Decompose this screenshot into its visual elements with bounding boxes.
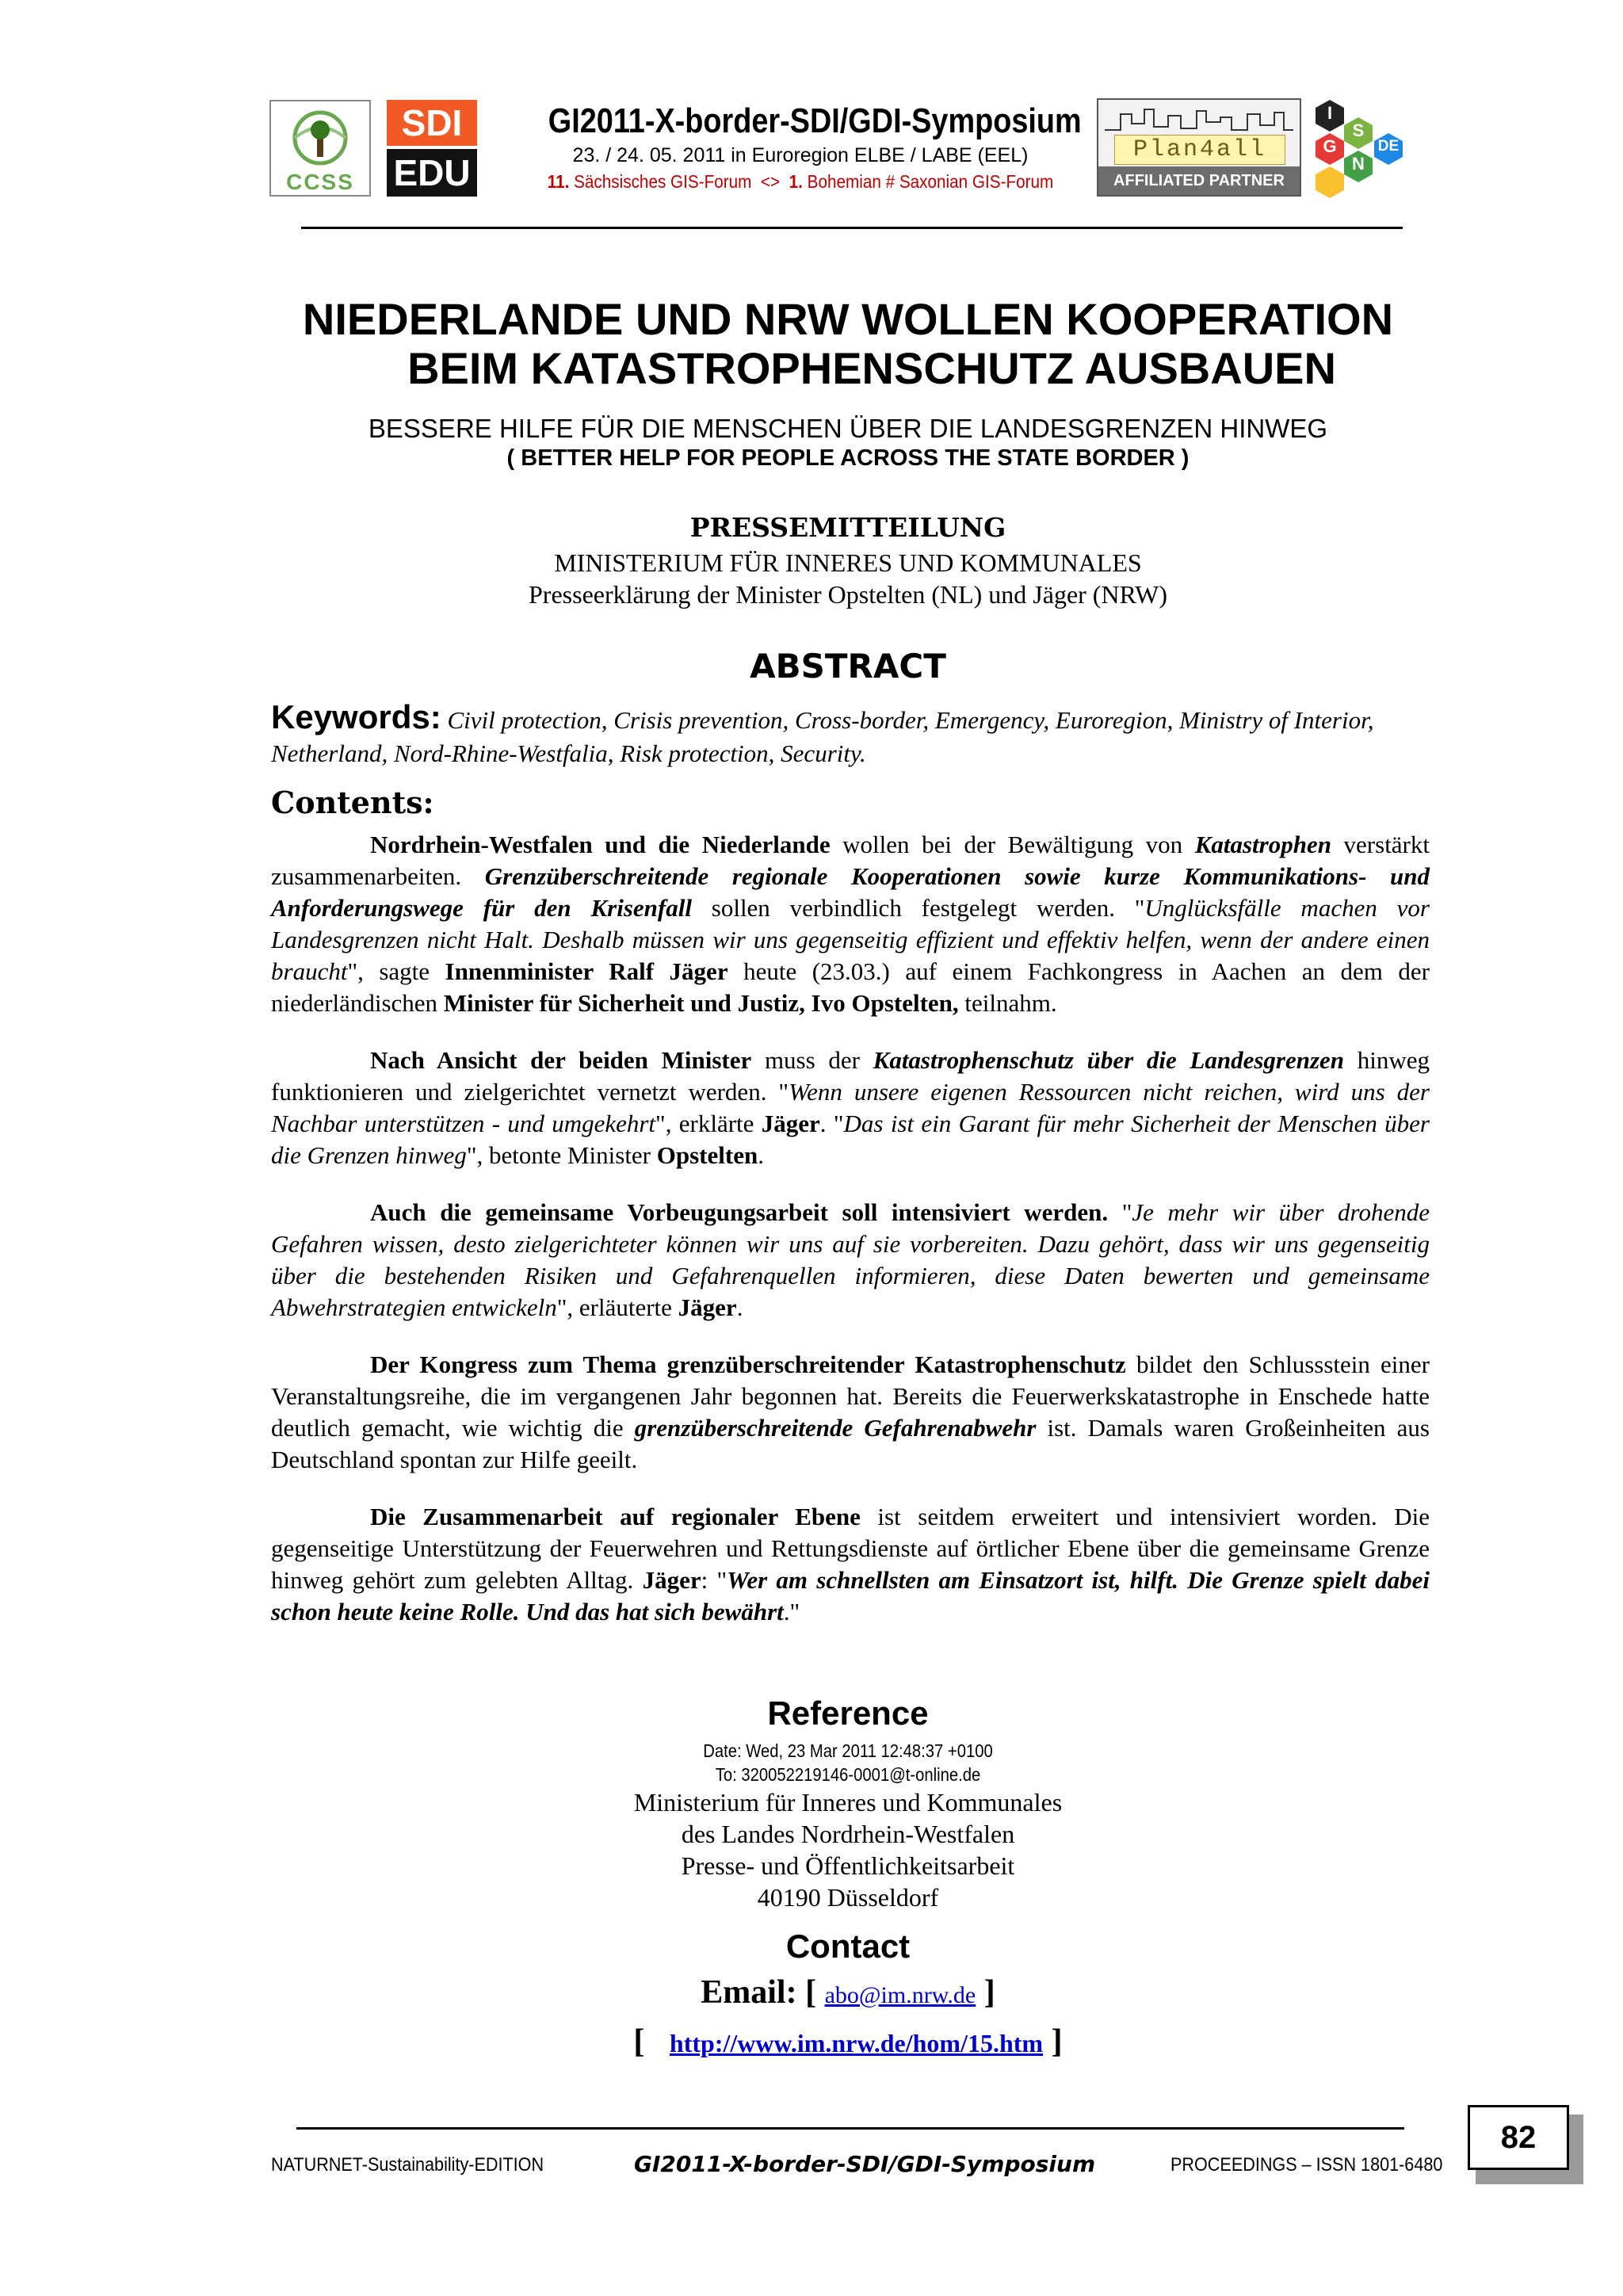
abstract-heading: ABSTRACT xyxy=(750,647,946,686)
keywords-block xyxy=(271,698,1430,770)
p1-a: Nordrhein-Westfalen und die Niederlande xyxy=(370,831,831,858)
p3-a: Auch die gemeinsame Vorbeugungsarbeit soll intensiviert werden. xyxy=(370,1198,1109,1226)
p3-d: ", erläuterte xyxy=(556,1293,678,1321)
ignde-logo xyxy=(1306,98,1417,201)
paragraph-5 xyxy=(271,1501,1430,1628)
website-link[interactable]: http://www.im.nrw.de/hom/15.htm xyxy=(669,2029,1044,2057)
ignde-s: S xyxy=(1352,120,1365,140)
plan4all-word: Plan4all xyxy=(1114,135,1285,165)
ignde-n: N xyxy=(1352,154,1365,174)
reference-line-2: des Landes Nordrhein-Westfalen xyxy=(681,1820,1015,1848)
p2-d: hinweg funktionieren und zielgerichtet vernetzt werden. " xyxy=(271,1046,1430,1106)
p1-j: heute (23.03.) auf einem Fachkongress in Aachen an dem der niederländischen xyxy=(271,957,1430,1017)
title-line-1: NIEDERLANDE UND NRW WOLLEN KOOPERATION xyxy=(302,294,1394,344)
ministry-name: MINISTERIUM FÜR INNERES UND KOMMUNALES xyxy=(554,548,1142,577)
p1-h: ", sagte xyxy=(347,957,445,985)
keywords-label: Keywords: xyxy=(271,698,441,735)
forum-b: Bohemian # Saxonian GIS-Forum xyxy=(807,171,1054,192)
forum-a-number: 11. xyxy=(547,171,570,192)
p2-b: muss der xyxy=(751,1046,873,1074)
forum-a: Sächsisches GIS-Forum xyxy=(574,171,752,192)
p5-c: Jäger xyxy=(642,1566,701,1594)
subtitle: BESSERE HILFE FÜR DIE MENSCHEN ÜBER DIE LANDESGRENZEN HINWEG xyxy=(368,414,1328,443)
ignde-de: DE xyxy=(1377,138,1400,155)
p2-i: Das ist ein Garant für mehr Sicherheit der Menschen über die Grenzen hinweg xyxy=(271,1110,1430,1169)
title-line-2: BEIM KATASTROPHENSCHUTZ AUSBAUEN xyxy=(407,343,1336,393)
p2-c: Katastrophenschutz über die Landesgrenzen xyxy=(873,1046,1345,1074)
reference-to: To: 320052219146-0001@t-online.de xyxy=(715,1764,981,1785)
reference-line-4: 40190 Düsseldorf xyxy=(757,1883,939,1912)
p3-e: Jäger xyxy=(678,1293,737,1321)
p5-b: ist seitdem erweitert und intensiviert worden. Die gegenseitige Unterstützung der Feuerwehren und Rettungsdienste auf örtlicher Ebene über die gemeinsame Grenze hinweg gehört zum gelebten Alltag. xyxy=(271,1503,1430,1594)
skyline-icon xyxy=(1105,106,1293,133)
email-label: Email: [ xyxy=(701,1974,817,2011)
article-body xyxy=(271,829,1430,1653)
forum-b-number: 1. xyxy=(789,171,803,192)
p4-d: ist. Damals waren Großeinheiten aus Deutschland spontan zur Hilfe geeilt. xyxy=(271,1414,1430,1473)
paragraph-1 xyxy=(271,829,1430,1019)
footer-edition: NATURNET-Sustainability-EDITION xyxy=(271,2154,544,2176)
header-title: GI2011-X-border-SDI/GDI-Symposium xyxy=(548,101,1082,140)
header-rule xyxy=(301,227,1403,229)
sdi-edu-logo xyxy=(387,100,477,197)
p5-a: Die Zusammenarbeit auf regionaler Ebene xyxy=(370,1503,861,1530)
ccss-logo xyxy=(269,100,371,197)
p3-c: Je mehr wir über drohende Gefahren wissen, desto zielgerichteter können wir uns auf sie vorbereiten. Dazu gehört, dass wir uns gegenseitig über die bestehenden Risiken und Gefahrenquellen informieren, diese Daten bewerten und gemeinsame Abwehrstrategien entwickeln xyxy=(271,1198,1430,1321)
web-line xyxy=(190,2023,1506,2061)
p1-i: Innenminister Ralf Jäger xyxy=(445,957,728,985)
p1-g: Unglücksfälle machen vor Landesgrenzen nicht Halt. Deshalb müssen wir uns gegenseitig effizient und effektiv helfen, wenn der andere einen braucht xyxy=(271,894,1430,985)
p2-g: Jäger xyxy=(761,1110,820,1137)
web-close-bracket: ] xyxy=(1051,2023,1063,2060)
p5-f: ." xyxy=(783,1598,800,1626)
keywords-text: Civil protection, Crisis prevention, Cross-border, Emergency, Euroregion, Ministry of Interior, Netherland, Nord-Rhine-Westfalia, Risk protection, Security. xyxy=(271,706,1374,767)
sdi-label: SDI xyxy=(387,100,477,146)
p5-d: : " xyxy=(701,1566,727,1594)
footer-symposium: GI2011-X-border-SDI/GDI-Symposium xyxy=(634,2151,1096,2177)
p2-j: ", betonte Minister xyxy=(466,1141,657,1169)
header-forum xyxy=(508,171,1093,193)
email-line xyxy=(190,1973,1506,2011)
p2-e: Wenn unsere eigenen Ressourcen nicht reichen, wird uns der Nachbar unterstützen - und umgekehrt xyxy=(271,1078,1430,1137)
press-heading: PRESSEMITTEILUNG xyxy=(689,512,1006,543)
p4-c: grenzüberschreitende Gefahrenabwehr xyxy=(634,1414,1037,1442)
plan4all-logo xyxy=(1097,98,1301,197)
paragraph-2 xyxy=(271,1045,1430,1171)
p3-f: . xyxy=(736,1293,743,1321)
p1-b: wollen bei der Bewältigung von xyxy=(830,831,1195,858)
p4-a: Der Kongress zum Thema grenzüberschreitender Katastrophenschutz xyxy=(370,1350,1126,1378)
p1-f: sollen verbindlich festgelegt werden. " xyxy=(691,894,1145,922)
reference-line-3: Presse- und Öffentlichkeitsarbeit xyxy=(681,1851,1015,1880)
contents-heading: Contents: xyxy=(271,785,434,820)
web-open-bracket: [ xyxy=(633,2023,645,2060)
p3-b: " xyxy=(1108,1198,1132,1226)
paragraph-3 xyxy=(271,1197,1430,1324)
reference-line-1: Ministerium für Inneres und Kommunales xyxy=(633,1788,1063,1817)
p1-l: teilnahm. xyxy=(958,989,1057,1017)
p1-c: Katastrophen xyxy=(1194,831,1331,858)
article-title xyxy=(190,295,1506,393)
page-number: 82 xyxy=(1468,2105,1569,2170)
p1-k: Minister für Sicherheit und Justiz, Ivo Opstelten, xyxy=(443,989,959,1017)
paragraph-4 xyxy=(271,1349,1430,1476)
edu-label: EDU xyxy=(387,149,477,197)
p4-b: bildet den Schlussstein einer Veranstaltungsreihe, die im vergangenen Jahr begonnen hat. Bereits die Feuerwerkskatastrophe in Enschede hatte deutlich gemacht, wie wichtig die xyxy=(271,1350,1430,1442)
p1-e: Grenzüberschreitende regionale Kooperationen sowie kurze Kommunikations- und Anforderungswege für den Krisenfall xyxy=(271,862,1430,922)
ignde-i: I xyxy=(1327,103,1333,123)
p5-e: Wer am schnellsten am Einsatzort ist, hilft. Die Grenze spielt dabei schon heute keine Rolle. Und das hat sich bewährt xyxy=(271,1566,1430,1626)
footer-rule xyxy=(296,2127,1404,2130)
email-close-bracket: ] xyxy=(983,1974,995,2011)
ministers-line: Presseerklärung der Minister Opstelten (NL) und Jäger (NRW) xyxy=(529,580,1167,609)
forum-separator: <> xyxy=(760,171,781,192)
header-date: 23. / 24. 05. 2011 in Euroregion ELBE / LABE (EEL) xyxy=(572,144,1029,166)
footer-issn: PROCEEDINGS – ISSN 1801-6480 xyxy=(1170,2154,1443,2176)
ccss-label: CCSS xyxy=(286,170,354,194)
ignde-g: G xyxy=(1323,136,1337,156)
reference-date: Date: Wed, 23 Mar 2011 12:48:37 +0100 xyxy=(703,1740,993,1761)
email-link[interactable]: abo@im.nrw.de xyxy=(824,1982,976,2008)
affiliated-partner-label: AFFILIATED PARTNER xyxy=(1098,166,1300,195)
subtitle-english: ( BETTER HELP FOR PEOPLE ACROSS THE STATE BORDER ) xyxy=(506,445,1190,471)
reference-heading: Reference xyxy=(767,1694,929,1732)
p2-k: Opstelten xyxy=(656,1141,758,1169)
contact-heading: Contact xyxy=(785,1927,911,1965)
p2-l: . xyxy=(758,1141,764,1169)
p2-a: Nach Ansicht der beiden Minister xyxy=(370,1046,752,1074)
p2-h: . " xyxy=(819,1110,844,1137)
p1-d: verstärkt zusammenarbeiten. xyxy=(271,831,1430,890)
p2-f: ", erklärte xyxy=(655,1110,762,1137)
